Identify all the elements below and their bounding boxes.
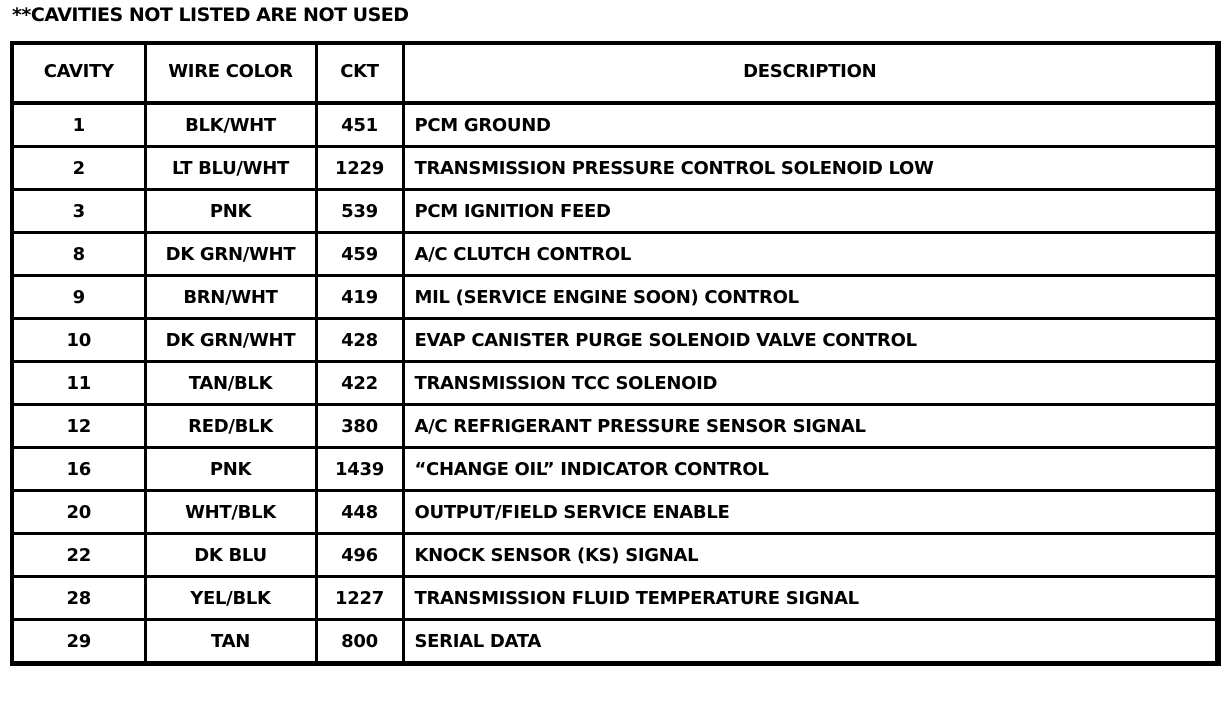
table-row: [12, 362, 1218, 405]
ckt-cell: 380: [316, 405, 403, 448]
description-cell: “CHANGE OIL” INDICATOR CONTROL: [403, 448, 1218, 491]
cavity-cell: 20: [12, 491, 145, 534]
table-row: [12, 448, 1218, 491]
wire-color-cell: PNK: [145, 448, 316, 491]
cavity-cell: 29: [12, 620, 145, 664]
ckt-cell: 1227: [316, 577, 403, 620]
header-ckt: CKT: [316, 43, 403, 103]
table-row: [12, 103, 1218, 147]
description-cell: TRANSMISSION TCC SOLENOID: [403, 362, 1218, 405]
ckt-cell: 539: [316, 190, 403, 233]
wire-color-cell: DK BLU: [145, 534, 316, 577]
description-cell: PCM GROUND: [403, 103, 1218, 147]
description-cell: OUTPUT/FIELD SERVICE ENABLE: [403, 491, 1218, 534]
ckt-cell: 496: [316, 534, 403, 577]
description-cell: KNOCK SENSOR (KS) SIGNAL: [403, 534, 1218, 577]
table-row: [12, 276, 1218, 319]
wire-color-cell: DK GRN/WHT: [145, 319, 316, 362]
wire-color-cell: DK GRN/WHT: [145, 233, 316, 276]
cavity-cell: 3: [12, 190, 145, 233]
wire-color-cell: TAN: [145, 620, 316, 664]
ckt-cell: 448: [316, 491, 403, 534]
ckt-cell: 428: [316, 319, 403, 362]
table-row: [12, 405, 1218, 448]
description-cell: A/C REFRIGERANT PRESSURE SENSOR SIGNAL: [403, 405, 1218, 448]
header-cavity: CAVITY: [12, 43, 145, 103]
ckt-cell: 459: [316, 233, 403, 276]
header-wire-color: WIRE COLOR: [145, 43, 316, 103]
description-cell: MIL (SERVICE ENGINE SOON) CONTROL: [403, 276, 1218, 319]
wire-color-cell: LT BLU/WHT: [145, 147, 316, 190]
description-cell: A/C CLUTCH CONTROL: [403, 233, 1218, 276]
wire-color-cell: TAN/BLK: [145, 362, 316, 405]
cavity-cell: 12: [12, 405, 145, 448]
description-cell: EVAP CANISTER PURGE SOLENOID VALVE CONTROL: [403, 319, 1218, 362]
connector-pinout-table: [10, 41, 1221, 666]
ckt-cell: 419: [316, 276, 403, 319]
header-description: DESCRIPTION: [403, 43, 1218, 103]
cavity-cell: 11: [12, 362, 145, 405]
table-row: [12, 491, 1218, 534]
cavities-note: **CAVITIES NOT LISTED ARE NOT USED: [12, 4, 409, 26]
table-row: [12, 620, 1218, 664]
table-row: [12, 319, 1218, 362]
description-cell: TRANSMISSION PRESSURE CONTROL SOLENOID LOW: [403, 147, 1218, 190]
wire-color-cell: WHT/BLK: [145, 491, 316, 534]
table-header-row: [12, 43, 1218, 103]
table-row: [12, 147, 1218, 190]
cavity-cell: 10: [12, 319, 145, 362]
description-cell: PCM IGNITION FEED: [403, 190, 1218, 233]
cavity-cell: 2: [12, 147, 145, 190]
cavity-cell: 16: [12, 448, 145, 491]
description-cell: SERIAL DATA: [403, 620, 1218, 664]
ckt-cell: 451: [316, 103, 403, 147]
ckt-cell: 1229: [316, 147, 403, 190]
table-row: [12, 534, 1218, 577]
cavity-cell: 22: [12, 534, 145, 577]
cavity-cell: 8: [12, 233, 145, 276]
wire-color-cell: BLK/WHT: [145, 103, 316, 147]
ckt-cell: 800: [316, 620, 403, 664]
cavity-cell: 28: [12, 577, 145, 620]
ckt-cell: 422: [316, 362, 403, 405]
table-row: [12, 577, 1218, 620]
wire-color-cell: RED/BLK: [145, 405, 316, 448]
wire-color-cell: YEL/BLK: [145, 577, 316, 620]
ckt-cell: 1439: [316, 448, 403, 491]
cavity-cell: 9: [12, 276, 145, 319]
cavity-cell: 1: [12, 103, 145, 147]
wire-color-cell: PNK: [145, 190, 316, 233]
table-row: [12, 190, 1218, 233]
table-row: [12, 233, 1218, 276]
wire-color-cell: BRN/WHT: [145, 276, 316, 319]
description-cell: TRANSMISSION FLUID TEMPERATURE SIGNAL: [403, 577, 1218, 620]
